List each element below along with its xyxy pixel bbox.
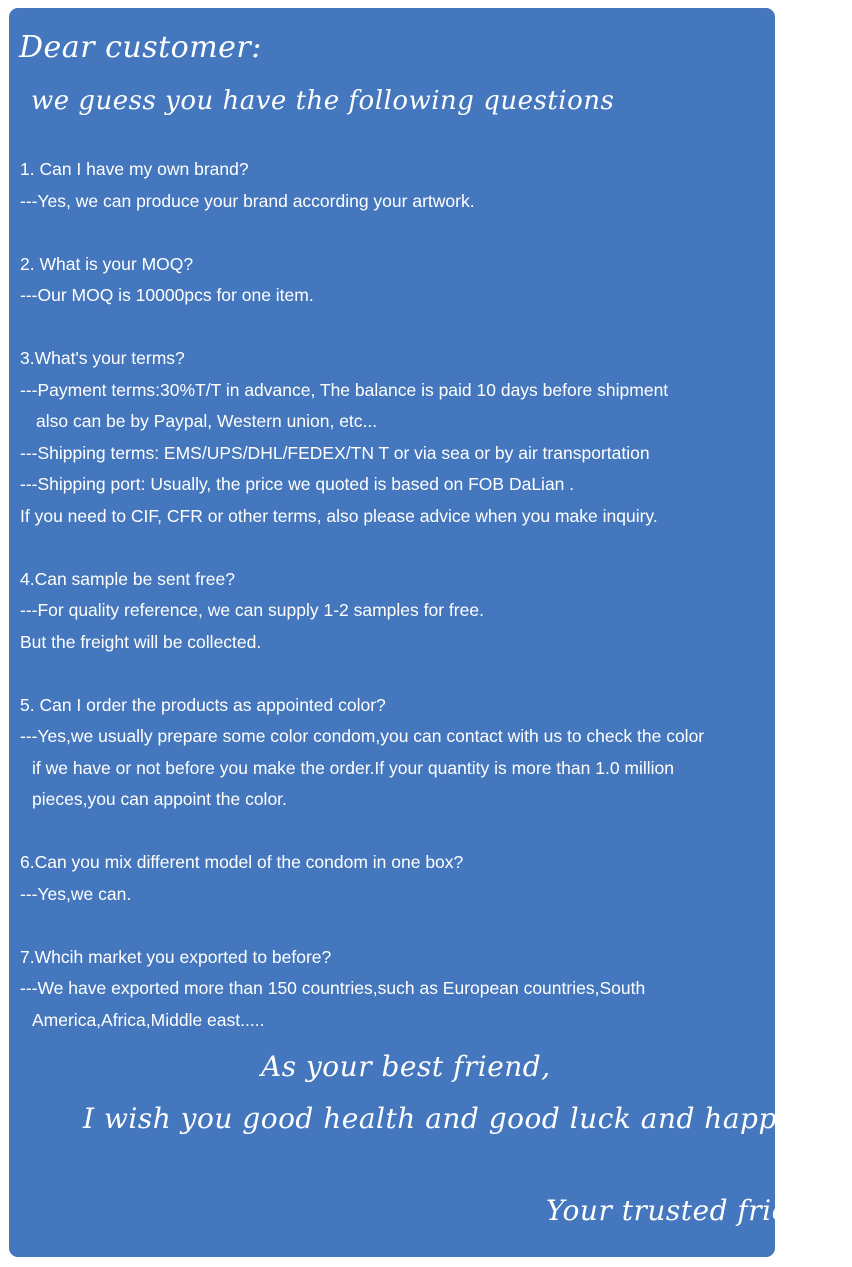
closing-line-2: I wish you good health and good luck and happiness [83, 1102, 852, 1135]
faq-question: 7.Whcih market you exported to before? [20, 946, 332, 967]
faq-answer: pieces,you can appoint the color. [32, 789, 287, 809]
faq-card [9, 8, 852, 1257]
faq-answer: ---Yes,we usually prepare some color condom,you can contact with us to check the color [20, 726, 705, 746]
signature: Your trusted friend [546, 1194, 826, 1227]
greeting: Dear customer: [19, 30, 262, 65]
faq-answer: If you need to CIF, CFR or other terms, also please advice when you make inquiry. [20, 505, 658, 526]
faq-question: 5. Can I order the products as appointed color? [20, 694, 386, 715]
faq-question: 6.Can you mix different model of the condom in one box? [20, 852, 464, 872]
faq-answer: ---Payment terms:30%T/T in advance, The balance is paid 10 days before shipment [20, 379, 669, 400]
faq-answer: ---Shipping terms: EMS/UPS/DHL/FEDEX/TN T or via sea or by air transportation [20, 442, 650, 463]
closing-line-1: As your best friend, [261, 1050, 551, 1083]
intro-text: we guess you have the following questions [31, 86, 615, 116]
faq-item-4 [20, 564, 790, 659]
faq-answer: also can be by Paypal, Western union, etc... [36, 411, 378, 431]
faq-answer: But the freight will be collected. [20, 631, 262, 652]
faq-answer: ---Yes, we can produce your brand according your artwork. [20, 190, 475, 211]
faq-item-7 [20, 942, 790, 1037]
faq-item-1 [20, 154, 790, 217]
faq-answer: ---Yes,we can. [20, 883, 132, 904]
faq-question: 2. What is your MOQ? [20, 253, 194, 274]
faq-item-2 [20, 249, 790, 312]
faq-answer: ---We have exported more than 150 countries,such as European countries,South [20, 978, 646, 998]
faq-item-6 [20, 847, 790, 910]
faq-list [20, 154, 790, 1068]
faq-question: 1. Can I have my own brand? [20, 159, 249, 179]
faq-item-5 [20, 690, 790, 816]
faq-answer: ---Our MOQ is 10000pcs for one item. [20, 285, 314, 305]
faq-question: 4.Can sample be sent free? [20, 568, 235, 589]
faq-answer: if we have or not before you make the order.If your quantity is more than 1.0 million [32, 757, 675, 778]
faq-answer: ---Shipping port: Usually, the price we quoted is based on FOB DaLian . [20, 474, 575, 494]
faq-answer: ---For quality reference, we can supply 1-2 samples for free. [20, 600, 484, 620]
faq-item-3 [20, 343, 790, 532]
faq-question: 3.What's your terms? [20, 348, 185, 368]
faq-answer: America,Africa,Middle east..... [32, 1009, 265, 1030]
